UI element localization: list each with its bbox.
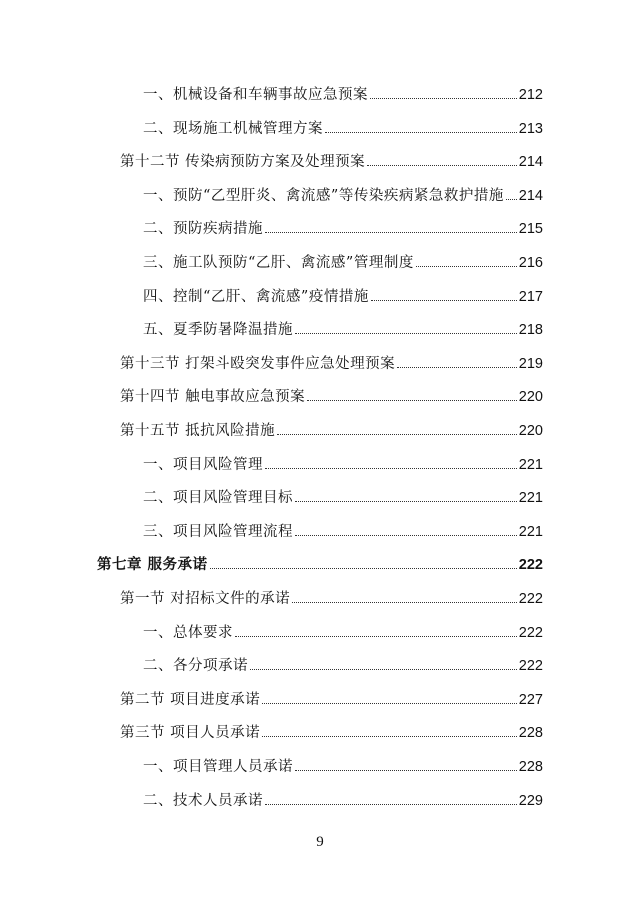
toc-entry-title: 一、机械设备和车辆事故应急预案: [143, 87, 368, 103]
toc-entry-page: 227: [518, 691, 543, 708]
toc-dot-leader: [371, 299, 517, 301]
toc-dot-leader: [265, 467, 517, 469]
toc-entry[interactable]: [143, 284, 543, 310]
toc-dot-leader: [277, 433, 517, 435]
toc-entry-page: 221: [518, 523, 543, 540]
toc-entry-title: 第十五节 抵抗风险措施: [120, 423, 276, 439]
toc-entry[interactable]: [143, 519, 543, 545]
toc-entry-page: 222: [518, 624, 543, 641]
toc-entry-page: 217: [518, 288, 543, 305]
toc-entry[interactable]: [143, 485, 543, 511]
toc-entry-title: 一、总体要求: [143, 624, 233, 641]
toc-entry-page: 214: [518, 154, 543, 171]
toc-dot-leader: [506, 198, 517, 200]
toc-dot-leader: [295, 534, 517, 536]
toc-entry-page: 215: [518, 221, 543, 238]
toc-dot-leader: [367, 164, 517, 166]
toc-entry-page: 222: [518, 658, 543, 675]
toc-dot-leader: [262, 735, 517, 737]
toc-entry[interactable]: [143, 754, 543, 780]
toc-dot-leader: [250, 668, 517, 670]
toc-entry-page: 212: [518, 87, 543, 103]
toc-entry[interactable]: [143, 653, 543, 679]
toc-entry-title: 第二节 项目进度承诺: [120, 691, 261, 708]
toc-dot-leader: [295, 332, 517, 334]
toc-dot-leader: [295, 769, 517, 771]
toc-entry-page: 219: [518, 355, 543, 372]
toc-entry[interactable]: [120, 351, 543, 377]
toc-entry[interactable]: [143, 82, 543, 108]
toc-entry-title: 第三节 项目人员承诺: [120, 725, 261, 742]
toc-entry-page: 214: [518, 187, 543, 204]
toc-entry-page: 221: [518, 490, 543, 507]
page-number: 9: [316, 834, 324, 850]
toc-entry-title: 第七章 服务承诺: [97, 556, 208, 574]
toc-entry-title: 四、控制“乙肝、禽流感”疫情措施: [143, 288, 369, 305]
toc-entry-page: 218: [518, 322, 543, 339]
toc-entry-title: 二、各分项承诺: [143, 658, 248, 675]
toc-entry-page: 228: [518, 725, 543, 742]
toc-entry-page: 216: [518, 255, 543, 271]
toc-dot-leader: [370, 97, 517, 99]
toc-entry-page: 220: [518, 423, 543, 439]
toc-dot-leader: [295, 500, 517, 502]
toc-entry[interactable]: [120, 418, 543, 444]
toc-entry[interactable]: [97, 552, 543, 578]
toc-dot-leader: [262, 702, 517, 704]
toc-dot-leader: [416, 265, 517, 267]
toc-entry[interactable]: [143, 620, 543, 646]
toc-entry-title: 二、现场施工机械管理方案: [143, 120, 323, 137]
toc-dot-leader: [265, 803, 517, 805]
toc-entry[interactable]: [143, 317, 543, 343]
toc-entry-title: 三、施工队预防“乙肝、禽流感”管理制度: [143, 255, 414, 271]
toc-entry[interactable]: [120, 720, 543, 746]
toc-entry[interactable]: [143, 250, 543, 276]
toc-dot-leader: [210, 567, 517, 569]
toc-entry-title: 一、预防“乙型肝炎、禽流感”等传染疾病紧急救护措施: [143, 187, 504, 204]
toc-entry-title: 二、预防疾病措施: [143, 221, 263, 238]
toc-entry-title: 第十二节 传染病预防方案及处理预案: [120, 154, 366, 171]
toc-dot-leader: [307, 399, 517, 401]
toc-entry-title: 第十三节 打架斗殴突发事件应急处理预案: [120, 355, 396, 372]
toc-entry-page: 228: [518, 759, 543, 775]
toc-dot-leader: [235, 635, 517, 637]
toc-entry-title: 二、技术人员承诺: [143, 792, 263, 809]
toc-entry[interactable]: [143, 183, 543, 209]
toc-entry-page: 229: [518, 792, 543, 809]
toc-dot-leader: [325, 131, 517, 133]
toc-entry-title: 三、项目风险管理流程: [143, 523, 293, 540]
toc-entry-title: 第十四节 触电事故应急预案: [120, 389, 306, 406]
toc-entry-title: 一、项目管理人员承诺: [143, 759, 293, 775]
toc-entry[interactable]: [120, 687, 543, 713]
toc-entry-page: 221: [518, 456, 543, 473]
toc-dot-leader: [265, 231, 517, 233]
toc-entry[interactable]: [143, 788, 543, 814]
toc-entry[interactable]: [120, 586, 543, 612]
toc-entry-page: 220: [518, 389, 543, 406]
toc-dot-leader: [397, 366, 517, 368]
toc-entry[interactable]: [120, 149, 543, 175]
toc-entry-title: 五、夏季防暑降温措施: [143, 322, 293, 339]
toc-dot-leader: [292, 601, 517, 603]
toc-entry-title: 第一节 对招标文件的承诺: [120, 591, 291, 607]
toc-entry-page: 222: [518, 557, 543, 574]
toc-entry-page: 222: [518, 591, 543, 607]
toc-entry[interactable]: [143, 116, 543, 142]
toc-entry-page: 213: [518, 120, 543, 137]
toc-entry-title: 一、项目风险管理: [143, 456, 263, 473]
toc-entry-title: 二、项目风险管理目标: [143, 490, 293, 507]
toc-entry[interactable]: [143, 216, 543, 242]
toc-entry[interactable]: [120, 384, 543, 410]
toc-entry[interactable]: [143, 452, 543, 478]
